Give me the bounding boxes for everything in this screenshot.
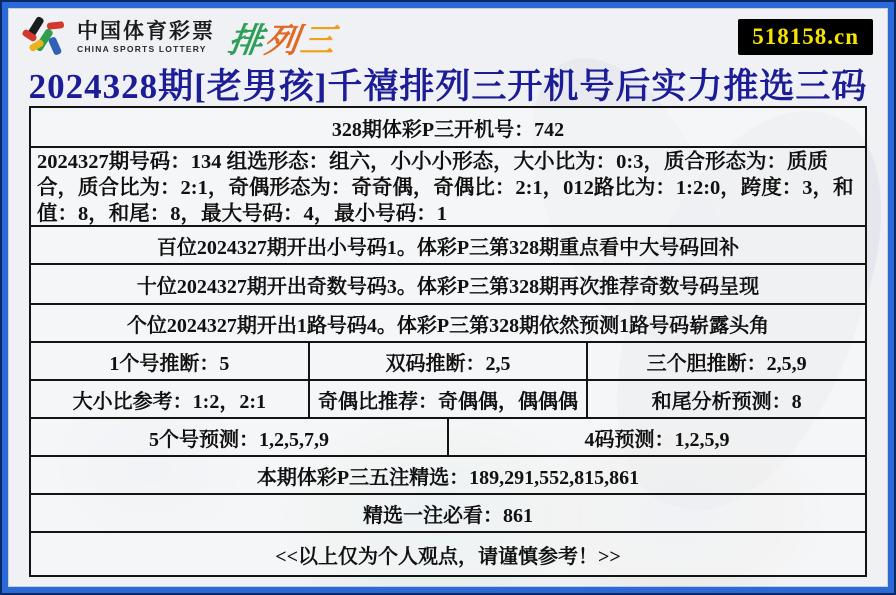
pailie3-logo-text (226, 13, 339, 62)
table-row-top-pick (31, 493, 865, 531)
table-cell: 精选一注必看：861 (363, 504, 533, 527)
table-row-disclaimer (31, 531, 865, 575)
table-row-last-draw-analysis (31, 146, 865, 225)
brand-text (77, 21, 215, 54)
table-cell: 百位2024327期开出小号码1。体彩P三第328期重点看中大号码回补 (156, 236, 740, 259)
table-cell: 2024327期号码：134 组选形态：组六，小小小形态，大小比为：0:3，质合形态为：质质合，质合比为：2:1，奇偶形态为：奇奇偶，奇偶比：2:1，012路比为：1:2:0，跨度：3，和值：8，和尾：8，最大号码：4，最小号码：1 (37, 151, 854, 225)
table-row-ratio-predictions (31, 379, 865, 417)
sports-lottery-logo[interactable] (23, 13, 338, 62)
table-cell: 个位2024327期开出1路号码4。体彩P三第328期依然预测1路号码崭露头角 (126, 314, 770, 337)
sports-lottery-icon (23, 15, 69, 59)
table-cell: 4码预测：1,2,5,9 (447, 419, 865, 455)
brand-name-cn: 中国体育彩票 (77, 19, 215, 43)
table-cell: 双码推断：2,5 (308, 343, 587, 379)
table-cell: 本期体彩P三五注精选：189,291,552,815,861 (256, 466, 640, 489)
prediction-table (29, 106, 867, 577)
table-row-hundreds-analysis (31, 225, 865, 263)
brand-name-en: CHINA SPORTS LOTTERY (77, 43, 207, 54)
header (9, 9, 887, 61)
pailie3-char: 三 (297, 21, 338, 60)
table-cell: <<以上仅为个人观点，请谨慎参考！>> (275, 545, 621, 568)
table-cell: 三个胆推断：2,5,9 (586, 343, 865, 379)
table-cell: 5个号预测：1,2,5,7,9 (149, 428, 329, 451)
table-cell: 十位2024327期开出奇数号码3。体彩P三第328期再次推荐奇数号码呈现 (136, 275, 760, 298)
table-cell: 和尾分析预测：8 (586, 381, 865, 417)
table-row-number-pool-predictions (31, 417, 865, 455)
site-url-badge[interactable]: 518158.cn (738, 19, 873, 55)
table-row-tens-analysis (31, 263, 865, 303)
table-cell: 1个号推断：5 (109, 352, 230, 375)
pailie3-char: 排 (225, 21, 266, 60)
pailie3-char: 列 (261, 21, 302, 60)
table-cell: 大小比参考：1:2，2:1 (72, 390, 266, 413)
table-row-open-number (31, 108, 865, 146)
table-row-units-analysis (31, 303, 865, 341)
page-title: 2024328期[老男孩]千禧排列三开机号后实力推选三码 (28, 66, 868, 106)
table-cell: 328期体彩P三开机号：742 (331, 118, 565, 141)
table-row-five-picks (31, 455, 865, 493)
table-row-dan-predictions (31, 341, 865, 379)
page (8, 8, 888, 587)
table-cell: 奇偶比推荐：奇偶偶，偶偶偶 (308, 381, 587, 417)
